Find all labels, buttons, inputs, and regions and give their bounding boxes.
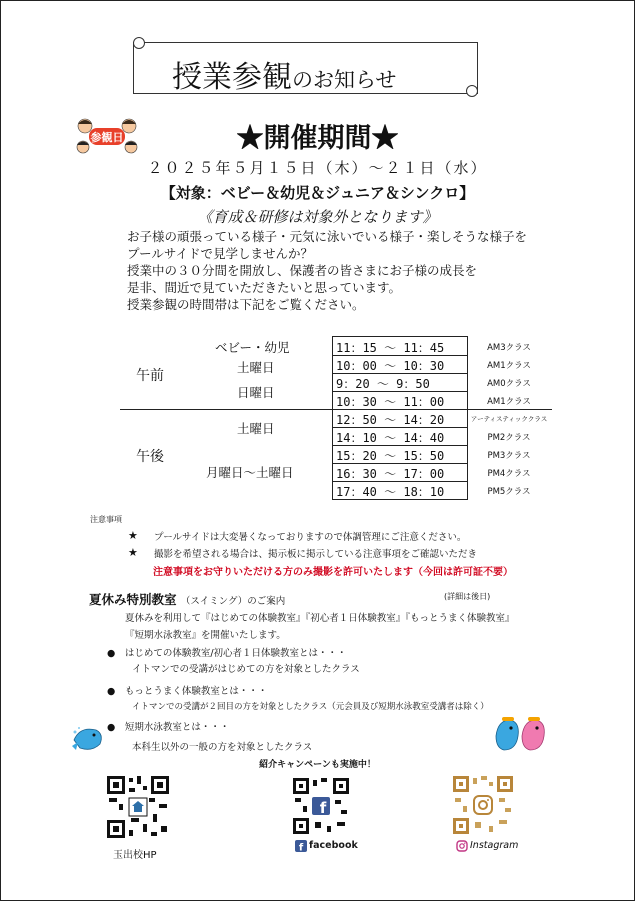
intro-line: 授業中の３０分間を開放し、保護者の皆さまにお子様の成長を [127,263,478,278]
qr-label-hp: 玉出校HP [113,850,157,861]
summer-detail-note: (詳細は後日) [444,592,491,601]
group-label: ベビー・幼児 [215,340,290,355]
summer-text-line: 夏休みを利用して『はじめての体験教室』『初心者１日体験教室』『もっとうまく体験教室』 [125,613,515,624]
dolphin-mascots-right [492,714,548,754]
bullet-icon: ● [107,722,116,733]
summer-bullet-body: イトマンでの受講がはじめての方を対象としたクラス [132,664,360,675]
summer-bullet: ● もっとうまく体験教室とは・・・ [107,686,268,697]
banner-curl-left [133,37,145,49]
session-class: AM3クラス [487,343,531,353]
instagram-icon [456,840,468,852]
session-time: 17：40 ～ 18：10 [336,485,445,499]
session-time: 16：30 ～ 17：00 [336,467,445,481]
session-time: 12：50 ～ 14：20 [336,413,445,427]
bullet-icon: ● [107,648,116,659]
badge-label: 参観日 [90,131,124,144]
session-class: PM5クラス [487,487,531,497]
summer-text-line: 『短期水泳教室』を開催いたします。 [125,630,286,641]
session-class: AM0クラス [487,379,531,389]
qr-code-hp[interactable] [105,774,171,840]
group-label: 土曜日 [237,360,275,375]
note-item: ★ プールサイドは大変暑くなっておりますので体調管理にご注意ください。 [128,529,467,543]
summer-bullet-body: イトマンでの受講が２回目の方を対象としたクラス（元会員及び短期水泳教室受講者は除く） [132,702,489,712]
intro-line: 授業参観の時間帯は下記をご覧ください。 [127,297,365,312]
facebook-icon [295,840,307,852]
morning-label: 午前 [136,368,164,384]
session-time: 10：00 ～ 10：30 [336,359,445,373]
photo-permission-note: 注意事項をお守りいただける方のみ撮影を許可いたします（今回は許可証不要） [153,567,513,578]
intro-line: 是非、間近で見ていただきたいと思っています。 [127,280,402,295]
notes-heading: 注意事項 [90,515,122,524]
group-label: 土曜日 [237,421,275,436]
dolphin-mascot-left [70,722,106,754]
session-time: 11：15 ～ 11：45 [336,341,445,355]
page-title: 授業参観のお知らせ [172,60,397,95]
bullet-icon: ● [107,686,116,697]
session-class: PM3クラス [487,451,531,461]
summer-bullet: ● 短期水泳教室とは・・・ [107,722,230,733]
session-class: AM1クラス [487,397,531,407]
target-audience: 【対象：ベビー＆幼児＆ジュニア＆シンクロ】 [160,184,475,202]
qr-label-instagram: Instagram [470,840,519,851]
group-label: 月曜日～土曜日 [206,465,294,480]
qr-code-facebook[interactable] [291,776,351,836]
note-item: ★ 撮影を希望される場合は、掲示板に掲示している注意事項をご確認いただき [128,546,478,560]
session-class: PM4クラス [487,469,531,479]
group-label: 日曜日 [237,385,275,400]
summer-bullet: ● はじめての体験教室/初心者１日体験教室とは・・・ [107,648,347,659]
exclusion-note: 《育成＆研修は対象外となります》 [197,208,438,226]
session-class: アーティスティッククラス [470,415,548,423]
session-time: 14：10 ～ 14：40 [336,431,445,445]
period-title: ★開催期間★ [236,123,399,154]
qr-code-instagram[interactable] [451,774,515,836]
session-time: 15：20 ～ 15：50 [336,449,445,463]
summer-bullet-body: 本科生以外の一般の方を対象としたクラス [132,742,313,753]
facebook-icon: f [319,799,327,817]
session-class: AM1クラス [487,361,531,371]
star-icon: ★ [128,529,138,542]
referral-campaign: 紹介キャンペーンも実施中！ [259,760,376,770]
session-time: 10：30 ～ 11：00 [336,395,445,409]
svg-text:f: f [298,842,304,852]
afternoon-label: 午後 [136,449,164,465]
intro-line: プールサイドで見学しませんか？ [127,246,314,261]
banner-curl-right [466,85,478,97]
session-time: 9：20 ～ 9：50 [336,377,430,391]
session-class: PM2クラス [487,433,531,443]
summer-title: 夏休み特別教室 （スイミング）のご案内 [89,592,286,607]
date-range: ２０２５年５月１５日（木）～２１日（水） [147,159,488,177]
star-icon: ★ [128,546,138,559]
intro-line: お子様の頑張っている様子・元気に泳いでいる様子・楽しそうな様子を [127,229,528,244]
qr-label-facebook: facebook [309,840,358,851]
